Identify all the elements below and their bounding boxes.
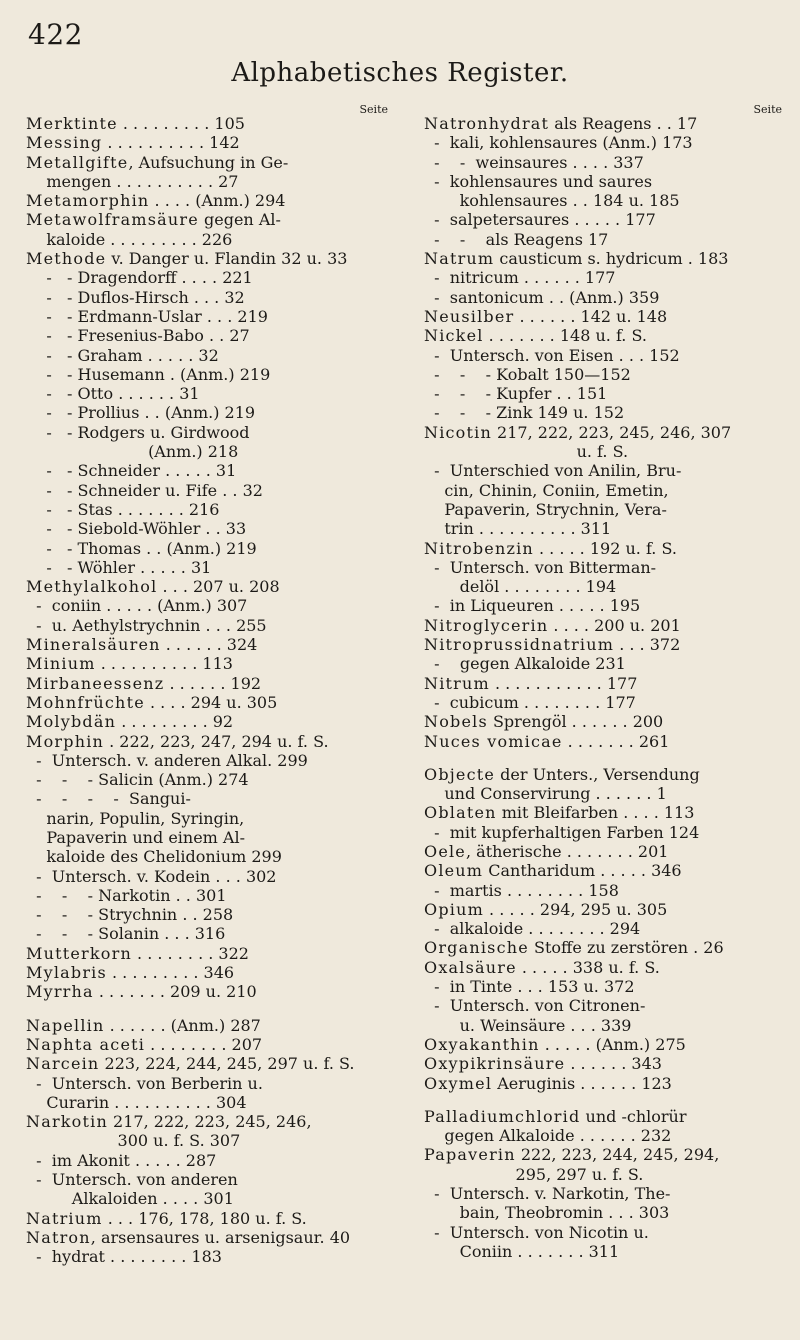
index-entry-term: Methylalkohol <box>26 577 158 597</box>
index-entry-rest: der Unters., Versendung <box>495 764 700 784</box>
index-entry-rest: . . . . (Anm.) 294 <box>149 191 286 211</box>
index-entry-term: Myrrha <box>26 982 94 1002</box>
index-entry <box>26 1228 388 1247</box>
index-entry: - - Dragendorff . . . . 221 <box>26 268 253 288</box>
index-entry <box>26 191 388 210</box>
index-entry: - mit kupferhaltigen Farben 124 <box>424 822 700 842</box>
index-entry-term: Natronhydrat <box>424 114 550 133</box>
index-entry-term: Mohnfrüchte <box>26 692 145 712</box>
index-entry <box>424 1145 782 1164</box>
index-entry: gegen Alkaloide . . . . . . 232 <box>424 1126 672 1146</box>
index-entry-rest: . . . . . . . . . . 142 <box>102 133 240 153</box>
index-entry <box>424 900 782 919</box>
index-entry <box>424 765 782 784</box>
index-entry-rest: , ätherische . . . . . . . 201 <box>465 841 669 861</box>
index-entry <box>26 944 388 963</box>
index-entry <box>424 1074 782 1093</box>
index-entry <box>26 1112 388 1131</box>
index-entry: - - Duflos-Hirsch . . . 32 <box>26 287 245 307</box>
index-entry-rest: , arsensaures u. arsenigsaur. 40 <box>90 1227 351 1247</box>
index-entry: - hydrat . . . . . . . . 183 <box>26 1247 222 1267</box>
index-entry-rest: , Aufsuchung in Ge- <box>128 152 289 172</box>
index-entry-rest: . . . . . . . . . 346 <box>106 963 235 983</box>
index-entry: kaloide des Chelidonium 299 <box>26 847 282 867</box>
index-entry <box>424 674 782 693</box>
index-entry <box>424 114 782 133</box>
index-entry-term: Oxyakanthin <box>424 1034 540 1054</box>
index-entry: - santonicum . . (Anm.) 359 <box>424 287 660 307</box>
index-entry: - martis . . . . . . . . 158 <box>424 880 619 900</box>
index-entry-rest: . . . 372 <box>614 635 681 655</box>
index-entry: - salpetersaures . . . . . 177 <box>424 210 656 230</box>
index-entry-term: Mutterkorn <box>26 943 132 963</box>
index-entry: 295, 297 u. f. S. <box>424 1164 644 1184</box>
index-entry-rest: gegen Al- <box>198 210 281 230</box>
index-entry-rest: . . . 207 u. 208 <box>157 577 280 597</box>
index-entry-rest: Cantharidum . . . . . 346 <box>483 861 682 881</box>
index-entry-rest: . . . . . . 142 u. 148 <box>514 306 668 326</box>
index-entry: - kali, kohlensaures (Anm.) 173 <box>424 133 693 153</box>
index-entry-rest: 217, 222, 223, 245, 246, <box>107 1112 312 1132</box>
index-entry: kaloide . . . . . . . . . 226 <box>26 229 233 249</box>
index-entry: - - - Salicin (Anm.) 274 <box>26 770 249 790</box>
index-entry: - - Erdmann-Uslar . . . 219 <box>26 306 268 326</box>
index-entry-term: Natrum <box>424 249 495 269</box>
index-entry-rest: v. Danger u. Flandin 32 u. 33 <box>106 249 348 269</box>
index-entry: - - Wöhler . . . . . 31 <box>26 557 212 577</box>
index-entry-rest: . . . . 294 u. 305 <box>144 692 278 712</box>
index-entry: Curarin . . . . . . . . . . 304 <box>26 1092 247 1112</box>
index-entry-term: Objecte <box>424 764 496 784</box>
index-entry: - - - Kupfer . . 151 <box>424 384 608 404</box>
index-entry: - - Schneider . . . . . 31 <box>26 461 237 481</box>
index-entry-rest: . . . . . . . . 207 <box>145 1034 263 1054</box>
index-entry: Coniin . . . . . . . 311 <box>424 1241 620 1261</box>
index-entry-term: Oleum <box>424 861 484 881</box>
index-entry: - - Fresenius-Babo . . 27 <box>26 326 250 346</box>
index-entry-term: Nickel <box>424 326 484 346</box>
index-entry: - Unterschied von Anilin, Bru- <box>424 461 682 481</box>
index-entry: 300 u. f. S. 307 <box>26 1131 241 1151</box>
index-entry-term: Oxymel <box>424 1073 493 1093</box>
index-entry: - coniin . . . . . (Anm.) 307 <box>26 596 248 616</box>
index-entry: - alkaloide . . . . . . . . 294 <box>424 919 641 939</box>
index-entry-term: Nuces vomicae <box>424 731 563 751</box>
index-entry-term: Metallgifte <box>26 152 129 172</box>
page-header <box>0 0 800 96</box>
index-entry <box>26 1209 388 1228</box>
index-entry <box>26 674 388 693</box>
index-entry: Papaverin und einem Al- <box>26 827 246 847</box>
index-entry <box>26 577 388 596</box>
index-entry <box>424 1054 782 1073</box>
index-entry-term: Papaverin <box>424 1145 516 1165</box>
index-entry-term: Napellin <box>26 1015 105 1035</box>
index-entry: - im Akonit . . . . . 287 <box>26 1150 217 1170</box>
index-entry <box>26 1035 388 1054</box>
index-entry: u. Weinsäure . . . 339 <box>424 1015 632 1035</box>
index-entry-term: Morphin <box>26 731 105 751</box>
index-entry-rest: als Reagens . . 17 <box>549 114 698 133</box>
index-entry-term: Mylabris <box>26 963 107 983</box>
index-entry <box>424 249 782 268</box>
index-entry <box>26 693 388 712</box>
index-entry: - Untersch. v. anderen Alkal. 299 <box>26 750 308 770</box>
seite-label: Seite <box>359 103 388 116</box>
index-entry <box>424 861 782 880</box>
index-entry-rest: . . . . . . (Anm.) 287 <box>104 1015 261 1035</box>
index-entry-rest: und -chlorür <box>580 1106 687 1126</box>
index-entry <box>26 114 388 133</box>
index-entry: - Untersch. von Citronen- <box>424 996 646 1016</box>
index-entry-rest: . . . . . . . . . 105 <box>117 114 245 133</box>
index-entry <box>26 249 388 268</box>
index-entry-term: Palladiumchlorid <box>424 1106 581 1126</box>
index-entry: - Untersch. von anderen <box>26 1170 238 1190</box>
index-entry-rest: . . . 176, 178, 180 u. f. S. <box>102 1208 307 1228</box>
index-entry-rest: . . . . . . . 261 <box>562 731 670 751</box>
index-entry <box>26 1016 388 1035</box>
index-entry-rest: mit Bleifarben . . . . 113 <box>496 803 695 823</box>
index-entry-term: Nitroprussidnatrium <box>424 635 615 655</box>
index-entry-term: Mirbaneessenz <box>26 673 165 693</box>
page-number: 422 <box>28 18 83 51</box>
index-entry: - - Stas . . . . . . . 216 <box>26 499 220 519</box>
index-entry: - Untersch. von Berberin u. <box>26 1073 263 1093</box>
index-entry <box>26 1054 388 1073</box>
index-entry: - - - Zink 149 u. 152 <box>424 403 625 423</box>
index-entry <box>424 958 782 977</box>
index-entry: - - - - Sangui- <box>26 789 191 809</box>
index-entry-term: Opium <box>424 899 484 919</box>
index-entry-term: Nitrum <box>424 673 490 693</box>
index-entry-rest: . . . . . . . . . . 113 <box>95 654 233 674</box>
index-entry-rest: . . . . . . . . . . . 177 <box>489 673 638 693</box>
index-entry-term: Organische <box>424 938 529 958</box>
index-entry: Papaverin, Strychnin, Vera- <box>424 499 667 519</box>
index-entry-term: Nicotin <box>424 422 492 442</box>
index-entry: trin . . . . . . . . . . 311 <box>424 519 612 539</box>
index-entry <box>26 732 388 751</box>
index-entry-rest: . . . . . . 192 <box>164 673 262 693</box>
index-entry-rest: Stoffe zu zerstören . 26 <box>528 938 724 958</box>
index-entry: - Untersch. v. Narkotin, The- <box>424 1184 671 1204</box>
index-entry-rest: . . . . . (Anm.) 275 <box>539 1034 686 1054</box>
index-entry-term: Nobels <box>424 712 488 732</box>
index-entry-rest: 222, 223, 244, 245, 294, <box>515 1145 720 1165</box>
index-entry <box>424 616 782 635</box>
index-entry: - - Graham . . . . . 32 <box>26 345 219 365</box>
index-entry: - Untersch. von Nicotin u. <box>424 1222 649 1242</box>
index-column-right <box>424 104 782 1261</box>
index-entry-term: Methode <box>26 249 107 269</box>
index-entry: kohlensaures . . 184 u. 185 <box>424 191 680 211</box>
index-entry: - u. Aethylstrychnin . . . 255 <box>26 615 267 635</box>
index-entry <box>424 842 782 861</box>
index-entry <box>424 1035 782 1054</box>
index-entry-term: Narcein <box>26 1054 100 1074</box>
index-entry: - kohlensaures und saures <box>424 171 653 191</box>
index-entry-term: Merktinte <box>26 114 118 133</box>
index-entry-term: Nitrobenzin <box>424 538 534 558</box>
index-entry-rest: . . . . . 338 u. f. S. <box>516 957 660 977</box>
index-entry: cin, Chinin, Coniin, Emetin, <box>424 480 669 500</box>
index-entry: - gegen Alkaloide 231 <box>424 654 626 674</box>
index-entry-term: Naphta aceti <box>26 1034 146 1054</box>
index-entry <box>424 635 782 654</box>
index-entry: - Untersch. von Eisen . . . 152 <box>424 345 680 365</box>
index-entry-term: Metawolframsäure <box>26 210 199 230</box>
index-entry <box>424 326 782 345</box>
index-entry-rest: . . . . . 192 u. f. S. <box>533 538 677 558</box>
index-entry <box>26 963 388 982</box>
index-entry-rest: . . . . 200 u. 201 <box>548 615 681 635</box>
index-entry-term: Minium <box>26 654 96 674</box>
index-entry-term: Oxypikrinsäure <box>424 1054 566 1074</box>
index-entry: bain, Theobromin . . . 303 <box>424 1203 670 1223</box>
index-entry <box>26 712 388 731</box>
index-entry: mengen . . . . . . . . . . 27 <box>26 171 239 191</box>
index-entry-rest: . . . . . . . 148 u. f. S. <box>483 326 647 346</box>
index-entry <box>424 803 782 822</box>
index-entry-rest: Aeruginis . . . . . . 123 <box>492 1073 672 1093</box>
index-entry: - - Prollius . . (Anm.) 219 <box>26 403 256 423</box>
index-entry-term: Oxalsäure <box>424 957 517 977</box>
index-entry: - - - Kobalt 150—152 <box>424 364 631 384</box>
index-entry: - Untersch. von Bitterman- <box>424 557 657 577</box>
index-entry: - - Schneider u. Fife . . 32 <box>26 480 263 500</box>
index-entry: - - - Narkotin . . 301 <box>26 885 227 905</box>
index-entry <box>424 938 782 957</box>
index-entry-term: Messing <box>26 133 103 153</box>
index-entry <box>26 210 388 229</box>
index-entry: - - Thomas . . (Anm.) 219 <box>26 538 257 558</box>
index-entry: u. f. S. <box>424 442 629 462</box>
index-entry-rest: . . . . . . . . . 92 <box>116 712 234 732</box>
index-entry-term: Nitroglycerin <box>424 615 549 635</box>
index-entry: - - Husemann . (Anm.) 219 <box>26 364 271 384</box>
index-entry <box>424 732 782 751</box>
index-entry-rest: . . . . . . 343 <box>565 1054 662 1074</box>
index-entry <box>424 1107 782 1126</box>
index-entry: - - Otto . . . . . . 31 <box>26 384 200 404</box>
running-title: Alphabetisches Register. <box>231 58 569 88</box>
index-entry-term: Mineralsäuren <box>26 635 161 655</box>
index-entry <box>26 153 388 172</box>
index-entry: narin, Populin, Syringin, <box>26 808 245 828</box>
index-entry <box>424 539 782 558</box>
index-entry-rest: . . . . . . 324 <box>160 635 258 655</box>
index-entry-term: Oele <box>424 841 466 861</box>
index-entry <box>424 423 782 442</box>
index-entry: - - als Reagens 17 <box>424 229 609 249</box>
index-entry: Alkaloiden . . . . 301 <box>26 1189 234 1209</box>
index-column-left <box>26 104 388 1267</box>
index-entry-rest: causticum s. hydricum . 183 <box>494 249 729 269</box>
index-entry: - - Siebold-Wöhler . . 33 <box>26 519 247 539</box>
seite-label: Seite <box>753 103 782 116</box>
index-entry-term: Molybdän <box>26 712 117 732</box>
index-entry: - - Rodgers u. Girdwood <box>26 422 250 442</box>
index-entry-term: Natron <box>26 1227 91 1247</box>
index-entry: - in Tinte . . . 153 u. 372 <box>424 977 635 997</box>
index-entry: - - - Strychnin . . 258 <box>26 905 234 925</box>
index-entry: delöl . . . . . . . . 194 <box>424 577 617 597</box>
index-entry-term: Natrium <box>26 1208 103 1228</box>
index-entry-rest: . 222, 223, 247, 294 u. f. S. <box>104 731 329 751</box>
index-entry <box>424 712 782 731</box>
index-entry: - nitricum . . . . . . 177 <box>424 268 616 288</box>
index-entry <box>26 635 388 654</box>
index-entry-term: Oblaten <box>424 803 497 823</box>
index-entry-rest: . . . . . . . 209 u. 210 <box>93 982 257 1002</box>
index-entry-rest: . . . . . . . . 322 <box>131 943 249 963</box>
index-entry-rest: Sprengöl . . . . . . 200 <box>487 712 664 732</box>
index-entry-term: Neusilber <box>424 306 515 326</box>
index-entry-term: Metamorphin <box>26 191 150 211</box>
index-entry: - cubicum . . . . . . . . 177 <box>424 692 636 712</box>
index-entry: - - weinsaures . . . . 337 <box>424 152 644 172</box>
index-entry-rest: 223, 224, 244, 245, 297 u. f. S. <box>99 1054 355 1074</box>
index-entry-term: Narkotin <box>26 1112 108 1132</box>
index-entry <box>424 307 782 326</box>
index-entry: - Untersch. v. Kodein . . . 302 <box>26 866 277 886</box>
index-entry <box>26 133 388 152</box>
index-entry <box>26 982 388 1001</box>
index-entry <box>26 654 388 673</box>
index-entry: und Conservirung . . . . . . 1 <box>424 784 667 804</box>
index-entry: - in Liqueuren . . . . . 195 <box>424 596 641 616</box>
index-entry: - - - Solanin . . . 316 <box>26 924 226 944</box>
index-entry-rest: . . . . . 294, 295 u. 305 <box>483 899 668 919</box>
index-entry: (Anm.) 218 <box>26 442 239 462</box>
index-entry-rest: 217, 222, 223, 245, 246, 307 <box>491 422 732 442</box>
